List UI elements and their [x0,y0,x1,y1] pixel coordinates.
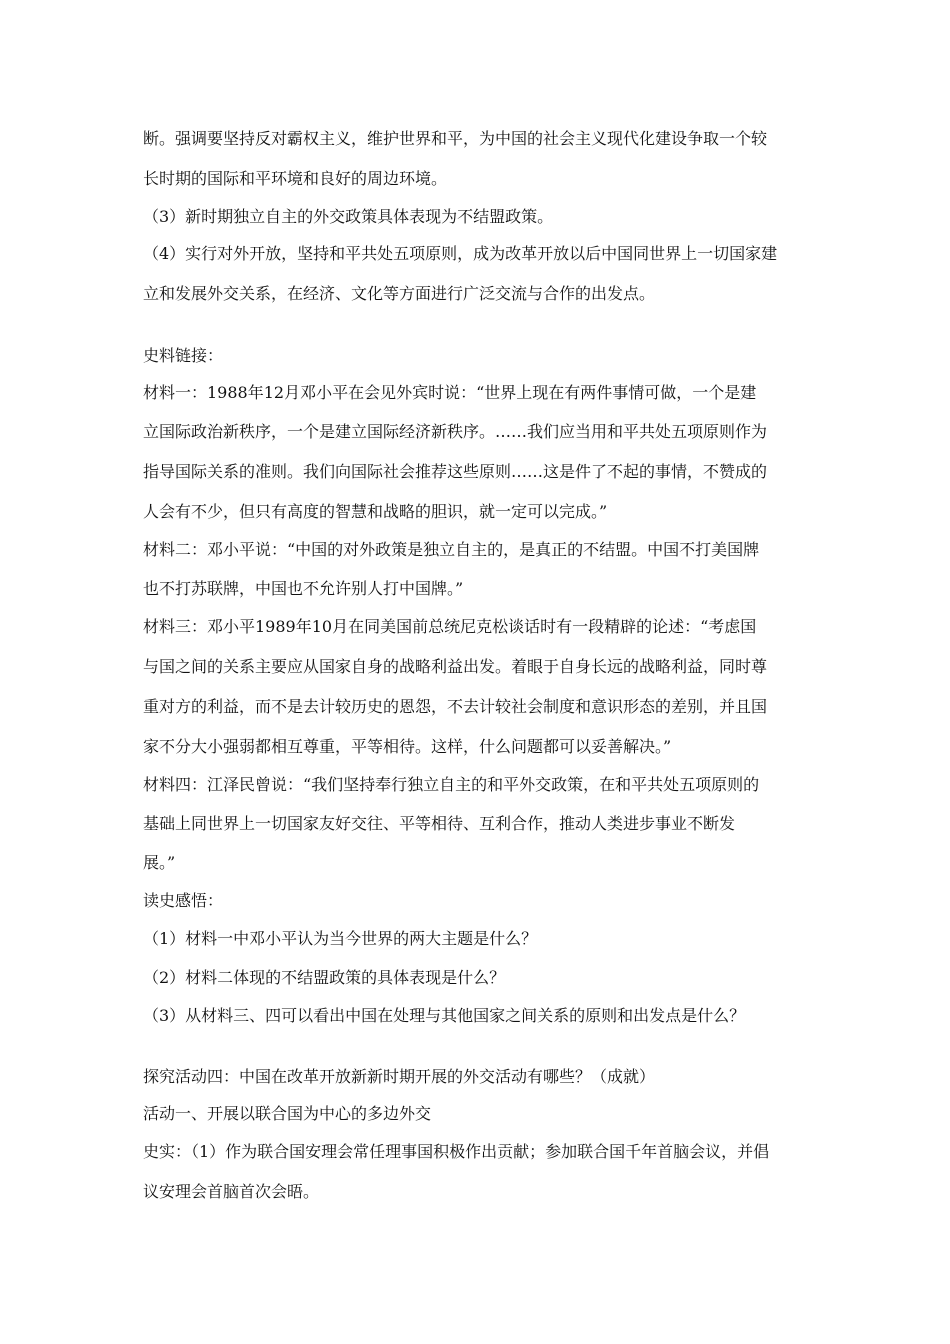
question-item: （3）从材料三、四可以看出中国在处理与其他国家之间关系的原则和出发点是什么？ [143,1006,746,1025]
section-heading: 读史感悟： [143,891,224,910]
text-line: 人会有不少，但只有高度的智慧和战略的胆识，就一定可以完成。” [143,502,608,521]
text-line: 材料三：邓小平1989年10月在同美国前总统尼克松谈话时有一段精辟的论述：“考虑国 [143,617,757,636]
text-line: 与国之间的关系主要应从国家自身的战略利益出发。着眼于自身长远的战略利益，同时尊 [143,657,768,676]
text-line: 立和发展外交关系，在经济、文化等方面进行广泛交流与合作的出发点。 [143,284,656,303]
text-line: 指导国际关系的准则。我们向国际社会推荐这些原则……这是件了不起的事情，不赞成的 [143,462,768,481]
section-heading: 史料链接： [143,346,224,365]
text-line: 长时期的国际和平环境和良好的周边环境。 [143,169,448,188]
text-line: （4）实行对外开放，坚持和平共处五项原则，成为改革开放以后中国同世界上一切国家建 [143,244,778,263]
text-line: 立国际政治新秩序，一个是建立国际经济新秩序。……我们应当用和平共处五项原则作为 [143,422,768,441]
text-line: 家不分大小强弱都相互尊重，平等相待。这样，什么问题都可以妥善解决。” [143,737,672,756]
question-item: （1）材料一中邓小平认为当今世界的两大主题是什么？ [143,929,538,948]
text-line: 材料四：江泽民曾说：“我们坚持奉行独立自主的和平外交政策，在和平共处五项原则的 [143,775,760,794]
text-line: 材料二：邓小平说：“中国的对外政策是独立自主的，是真正的不结盟。中国不打美国牌 [143,540,760,559]
text-line: 史实：（1）作为联合国安理会常任理事国积极作出贡献；参加联合国千年首脑会议，并倡 [143,1142,770,1161]
subsection-heading: 活动一、开展以联合国为中心的多边外交 [143,1104,432,1123]
text-line: 重对方的利益，而不是去计较历史的恩怨，不去计较社会制度和意识形态的差别，并且国 [143,697,768,716]
text-line: 展。” [143,853,176,872]
text-line: 断。强调要坚持反对霸权主义，维护世界和平，为中国的社会主义现代化建设争取一个较 [143,129,768,148]
text-line: 也不打苏联牌，中国也不允许别人打中国牌。” [143,579,464,598]
question-item: （2）材料二体现的不结盟政策的具体表现是什么？ [143,968,506,987]
text-line: （3）新时期独立自主的外交政策具体表现为不结盟政策。 [143,207,554,226]
section-heading: 探究活动四：中国在改革开放新新时期开展的外交活动有哪些？（成就） [143,1067,656,1086]
text-line: 基础上同世界上一切国家友好交往、平等相待、互利合作，推动人类进步事业不断发 [143,814,736,833]
text-line: 材料一：1988年12月邓小平在会见外宾时说：“世界上现在有两件事情可做，一个是建 [143,383,757,402]
text-line: 议安理会首脑首次会晤。 [143,1182,320,1201]
